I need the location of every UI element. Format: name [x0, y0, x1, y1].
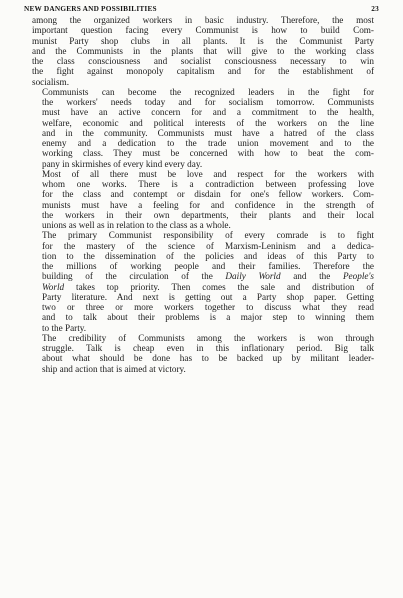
text-line: The primary Communist responsibility of every comrade is to fight	[42, 230, 374, 241]
body-text	[32, 15, 374, 374]
text-line: struggle. Talk is cheap even in this inflationary period. Big talk	[42, 343, 374, 353]
text-line: tion to the dissemination of the policies and ideas of this Party to	[42, 250, 374, 261]
text-line: the millions of working people and their families. Therefore the	[42, 261, 374, 271]
text-line: two or three or more workers together to discuss what they read	[42, 302, 374, 312]
text-line: to the Party.	[42, 322, 87, 333]
text-line: munists must have a feeling for and confidence in the strength of	[42, 199, 374, 210]
text-line: socialism.	[32, 76, 70, 87]
italic-title: People's	[342, 271, 374, 282]
text-line: among the organized workers in basic industry. Therefore, the most	[32, 15, 374, 25]
text-line: and to talk about their problems is a major step to winning them	[42, 312, 374, 323]
text-line: whom one works. There is a contradiction between professing love	[42, 179, 374, 189]
text-line: the class consciousness and socialist consciousness necessary to win	[32, 56, 374, 66]
text-line: World takes top priority. Then comes the sale and distribution of	[42, 281, 374, 292]
text-line: unions as well as in relation to the class as a whole.	[42, 220, 231, 230]
text-line: the fight against monopoly capitalism and for the establishment of	[32, 66, 374, 77]
text-line: welfare, economic and political interests of the workers on the line	[42, 117, 374, 128]
text-line: for the class and contempt or disdain for one's fellow workers. Com-	[42, 189, 374, 200]
text-line: and in the community. Communists must have a hatred of the class	[42, 127, 374, 138]
italic-title: World	[42, 281, 65, 292]
text-line: important question facing every Communist is how to build Com-	[32, 25, 374, 36]
paragraph	[32, 169, 374, 231]
italic-title: Daily World	[225, 271, 281, 282]
text-line: about what should be done has to be backed up by militant leader-	[42, 353, 374, 364]
paragraph	[32, 15, 374, 87]
page-number: 23	[371, 4, 379, 13]
text-line: must have an active concern for and a commitment to the health,	[42, 107, 374, 118]
running-head: NEW DANGERS AND POSSIBILITIES	[24, 4, 157, 13]
text-line: the workers in their own departments, their plants and their local	[42, 209, 374, 220]
text-line: munist Party shop clubs in all plants. It is the Communist Party	[32, 35, 374, 46]
text-line: working class. They must be concerned with how to beat the com-	[42, 148, 374, 159]
text-line: building of the circulation of the Daily World and the People's	[42, 271, 374, 282]
text-line: The credibility of Communists among the workers is won through	[42, 332, 374, 343]
text-line: Most of all there must be love and respect for the workers with	[42, 168, 374, 179]
text-line: Communists can become the recognized leaders in the fight for	[42, 86, 374, 97]
text-line: ship and action that is aimed at victory.	[42, 363, 186, 374]
text-line: enemy and a dedication to the trade union movement and to the	[42, 138, 374, 148]
text-line: Party literature. And next is getting out a Party shop paper. Getting	[42, 291, 374, 302]
paragraph	[32, 230, 374, 333]
paragraph	[32, 87, 374, 169]
text-line: for the mastery of the science of Marxism-Leninism and a dedica-	[42, 240, 374, 251]
text-line: and the Communists in the plants that will give to the working class	[32, 45, 374, 56]
paragraph	[32, 333, 374, 374]
text-line: pany in skirmishes of every kind every day.	[42, 158, 203, 169]
text-line: the workers' needs today and for socialism tomorrow. Communists	[42, 97, 374, 107]
